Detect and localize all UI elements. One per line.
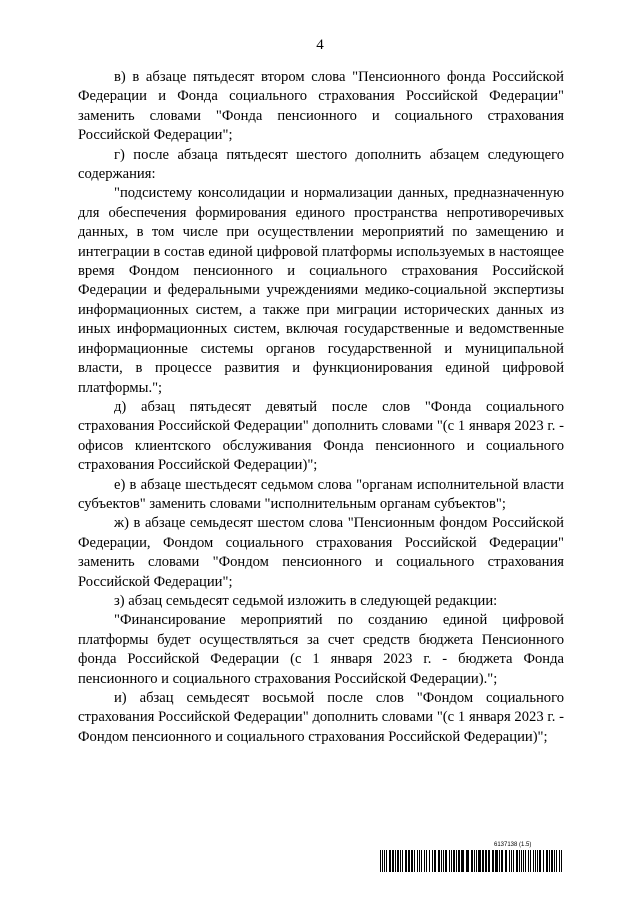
paragraph-zh: ж) в абзаце семьдесят шестом слова "Пенсионным фондом Российской Федерации, Фондом социального страхования Российской Федерации" заменить словами "Фондом пенсионного и социального страхования Российской Федерации"; bbox=[78, 515, 564, 590]
paragraph-g: г) после абзаца пятьдесят шестого дополнить абзацем следующего содержания: bbox=[78, 146, 564, 183]
paragraph-quote-subsystem: "подсистему консолидации и нормализации данных, предназначенную для обеспечения формирования единого пространства непротиворечивых данных, в том числе при осуществлении мероприятий по замещению и интеграции в состав единой цифровой платформы используемых в настоящее время Фондом пенсионного и социального страхования Российской Федерации и федеральными учреждениями медико-социальной экспертизы информационных систем, а также при миграции исторических данных из иных информационных систем, включая государственные и ведомственные информационные системы органов государственной и муниципальной власти, в процессе развития и функционирования единой цифровой платформы."; bbox=[78, 185, 564, 396]
paragraph-d: д) абзац пятьдесят девятый после слов "Фонда социального страхования Российской Федерации" дополнить словами "(с 1 января 2023 г. - офисов клиентского обслуживания Фонда пенсионного и социального страхования Российской Федерации)"; bbox=[78, 398, 564, 474]
page-number: 4 bbox=[316, 37, 324, 53]
barcode-label: 6137138 (1.5) bbox=[494, 842, 532, 848]
document-body bbox=[78, 68, 564, 747]
paragraph-e: е) в абзаце шестьдесят седьмом слова "органам исполнительной власти субъектов" заменить словами "исполнительным органам субъектов"; bbox=[78, 476, 564, 512]
paragraph-quote-financing: "Финансирование мероприятий по созданию единой цифровой платформы будет осуществляться за счет средств бюджета Пенсионного фонда Российской Федерации (с 1 января 2023 г. - бюджета Фонда пенсионного и социального страхования Российской Федерации)."; bbox=[78, 612, 564, 687]
paragraph-z: з) абзац семьдесят седьмой изложить в следующей редакции: bbox=[114, 592, 498, 609]
paragraph-i: и) абзац семьдесят восьмой после слов "Фондом социального страхования Российской Федерации" дополнить словами "(с 1 января 2023 г. - Фондом пенсионного и социального страхования Российской Федерации)"; bbox=[78, 690, 564, 745]
barcode bbox=[380, 850, 564, 872]
paragraph-v: в) в абзаце пятьдесят втором слова "Пенсионного фонда Российской Федерации и Фонда социального страхования Российской Федерации" заменить словами "Фонда пенсионного и социального страхования Российской Федерации"; bbox=[78, 69, 564, 144]
